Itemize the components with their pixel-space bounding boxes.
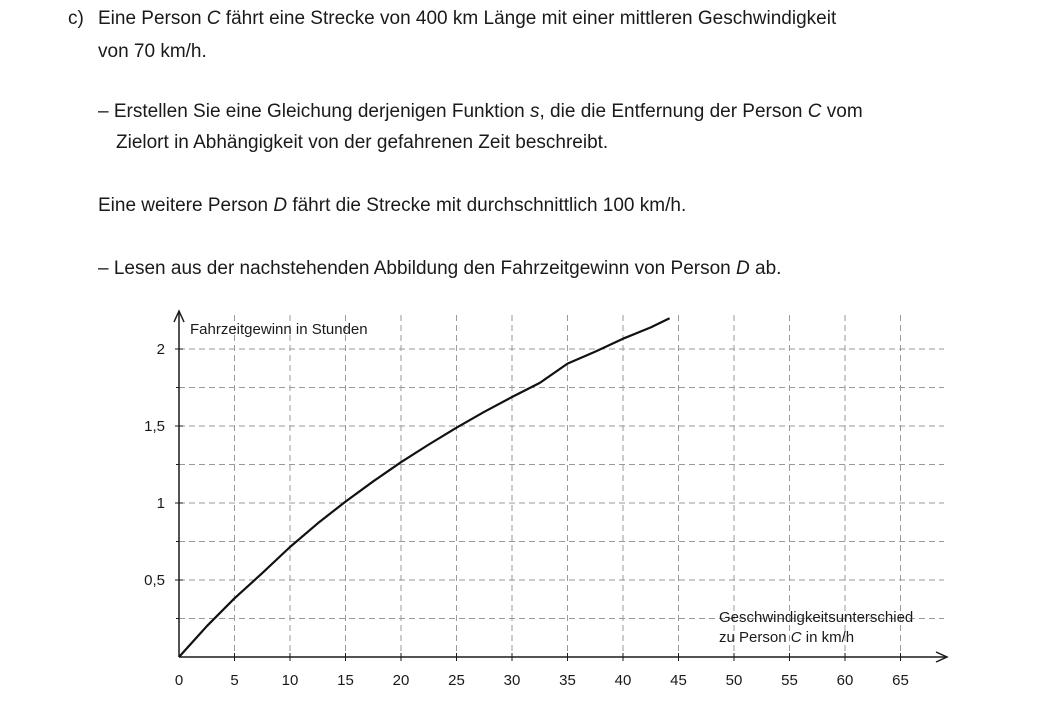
x-tick-label: 35 (559, 672, 576, 689)
x-tick-label: 15 (337, 672, 354, 689)
curve-layer (179, 318, 670, 657)
x-tick-label: 30 (503, 672, 521, 689)
x-tick-label: 60 (836, 672, 854, 689)
task-label: c) (68, 8, 84, 29)
bullet-1-line-2: Zielort in Abhängigkeit von der gefahrenen Zeit beschreibt. (116, 132, 609, 153)
grid-layer (179, 315, 944, 657)
x-tick-label: 40 (614, 672, 632, 689)
x-tick-label: 65 (892, 672, 909, 689)
y-tick-label: 2 (156, 341, 165, 358)
y-axis-label: Fahrzeitgewinn in Stunden (190, 321, 368, 338)
bullet-2: – Lesen aus der nachstehenden Abbildung den Fahrzeitgewinn von Person D ab. (98, 258, 782, 279)
intro-line-1: Eine Person C fährt eine Strecke von 400 km Länge mit einer mittleren Geschwindigkeit (98, 8, 837, 29)
x-tick-label: 50 (725, 672, 743, 689)
x-tick-label: 20 (392, 672, 410, 689)
x-tick-label: 5 (230, 672, 239, 689)
person-d-sentence: Eine weitere Person D fährt die Strecke mit durchschnittlich 100 km/h. (98, 195, 687, 216)
y-tick-label: 1,5 (144, 418, 165, 435)
x-tick-label: 25 (448, 672, 465, 689)
bullet-1-line-1: – Erstellen Sie eine Gleichung derjenigen Funktion s, die die Entfernung der Person C vom (98, 101, 863, 122)
intro-line-2: von 70 km/h. (98, 41, 207, 62)
x-tick-label: 0 (174, 672, 184, 689)
x-axis-label-line-2: zu Person C in km/h (719, 629, 855, 646)
fahrzeitgewinn-curve (179, 318, 670, 657)
y-tick-label: 1 (156, 495, 165, 512)
x-tick-label: 45 (670, 672, 687, 689)
x-tick-label: 10 (281, 672, 299, 689)
x-axis-label-line-1: Geschwindigkeitsunterschied (719, 609, 914, 626)
y-tick-label: 0,5 (144, 572, 165, 589)
x-tick-label: 55 (781, 672, 798, 689)
